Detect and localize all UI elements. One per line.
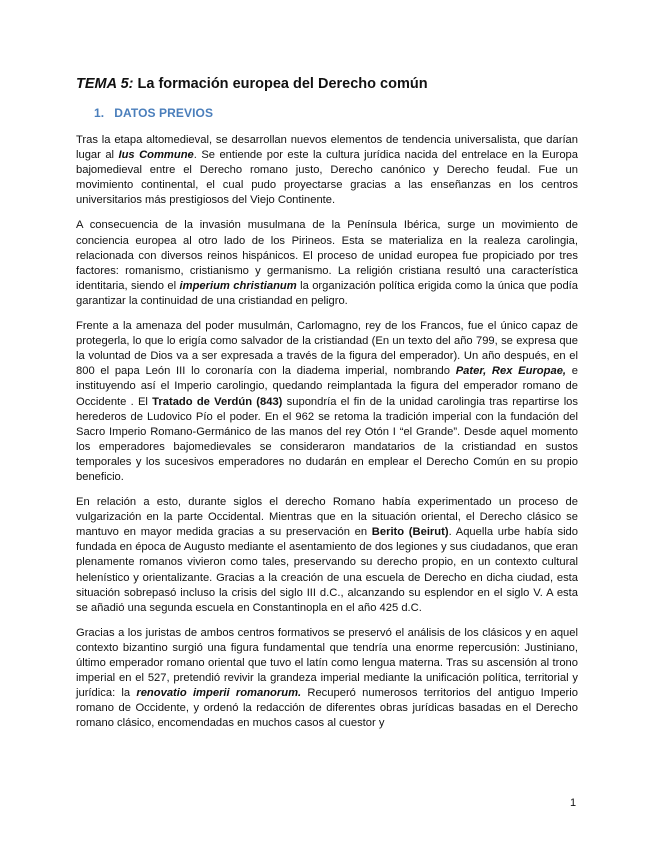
emphasis-term: Ius Commune (118, 149, 194, 162)
paragraph-1 (76, 133, 578, 208)
title-text: La formación europea del Derecho común (137, 76, 428, 92)
text-run: . Se entiende por este la cultura jurídica nacida del entrelace en la Europa bajomedieval entre el Derecho romano justo, Derecho canónico y Derecho feudal. Fue un movimiento continental, el cual pudo proyectarse gracias a las enseñanzas en los centros universitarios más prestigiosos del Viejo Continente. (76, 149, 578, 207)
text-run: supondría el fin de la unidad carolingia tras repartirse los herederos de Ludovico Pío el poder. En el 962 se retoma la tradición imperial con la fundación del Sacro Imperio Romano-Germánico de las manos del rey Otón I “el Grande”. Desde aquel momento los emperadores bajomedievales se consideraron mandatarios de la cristiandad en sustos temporales y los sucesivos emperadores no dudarán en emplear el Derecho Común en su propio beneficio. (76, 395, 578, 483)
page-number: 1 (570, 797, 577, 809)
bold-term: Tratado de Verdún (843) (152, 395, 283, 408)
text-run: la organización política erigida como la única que podía garantizar la continuidad de una cristiandad en peligro. (76, 279, 578, 307)
emphasis-term: imperium christianum (179, 279, 297, 292)
text-run: Recuperó numerosos territorios del antiguo Imperio romano de Occidente, y ordenó la redacción de diferentes obras jurídicas basadas en el Derecho romano clásico, encomendadas en muchos casos al cuestor y (76, 687, 578, 730)
text-run: e instituyendo así el Imperio carolingio, quedando reimplantada la figura del emperador romano de Occidente . El (76, 365, 578, 408)
bold-term: Berito (Beirut) (371, 526, 449, 539)
paragraph-3 (76, 319, 578, 485)
text-run: Tras la etapa altomedieval, se desarrollan nuevos elementos de tendencia universalista, que darían lugar al (76, 134, 578, 162)
text-run: Gracias a los juristas de ambos centros formativos se preservó el análisis de los clásicos y en aquel contexto bizantino surgió una figura fundamental que tendría una enorme repercusión: Justiniano, último emperador romano oriental que tuvo el latín como lengua materna. Tras su ascensión al trono imperial en el 527, pretendió revivir la grandeza imperial mediante la unificación política, territorial y jurídica: la (76, 626, 578, 700)
section-heading (94, 106, 213, 120)
body-content (76, 133, 578, 741)
paragraph-4 (76, 495, 578, 616)
text-run: A consecuencia de la invasión musulmana de la Península Ibérica, surge un movimiento de conciencia europea al otro lado de los Pirineos. Esta se materializa en la realeza carolingia, relacionada con diversos reinos hispánicos. El proceso de unidad europea fue propiciado por tres factores: romanismo, cristianismo y germanismo. La religión cristiana resultó una característica identitaria, siendo el (76, 219, 578, 292)
section-label: DATOS PREVIOS (114, 106, 214, 120)
paragraph-5 (76, 626, 578, 732)
section-number: 1. (94, 106, 105, 120)
emphasis-term: renovatio imperii romanorum. (136, 687, 302, 700)
paragraph-2 (76, 218, 578, 309)
emphasis-term: Pater, Rex Europae, (455, 365, 567, 378)
text-run: . Aquella urbe había sido fundada en época de Augusto mediante el asentamiento de dos legiones y sus ciudadanos, que eran plenamente romanos vivieron como tales, preservando su derecho propio, en un contexto cultural helenístico y orientalizante. Gracias a la creación de una escuela de Derecho en dicha ciudad, esta situación sobrepasó incluso la crisis del siglo III d.C., alcanzando su esplendor en el siglo V. A esta se añadió una segunda escuela en Constantinopla en el año 425 d.C. (76, 526, 578, 614)
title-tema: TEMA 5: (76, 76, 134, 92)
text-run: Frente a la amenaza del poder musulmán, Carlomagno, rey de los Francos, fue el único capaz de protegerla, lo que lo erigía como salvador de la cristiandad (En un texto del año 799, se expresa que la voluntad de Dios va a ser expresada a través de la figura del emperador). Un año después, en el 800 el papa León III lo coronaría con la diadema imperial, nombrando (76, 320, 578, 378)
document-title (76, 75, 586, 93)
text-run: En relación a esto, durante siglos el derecho Romano había experimentado un proceso de vulgarización en la parte Occidental. Mientras que en la situación oriental, el Derecho clásico se mantuvo en mayor medida gracias a su preservación en (76, 496, 578, 539)
